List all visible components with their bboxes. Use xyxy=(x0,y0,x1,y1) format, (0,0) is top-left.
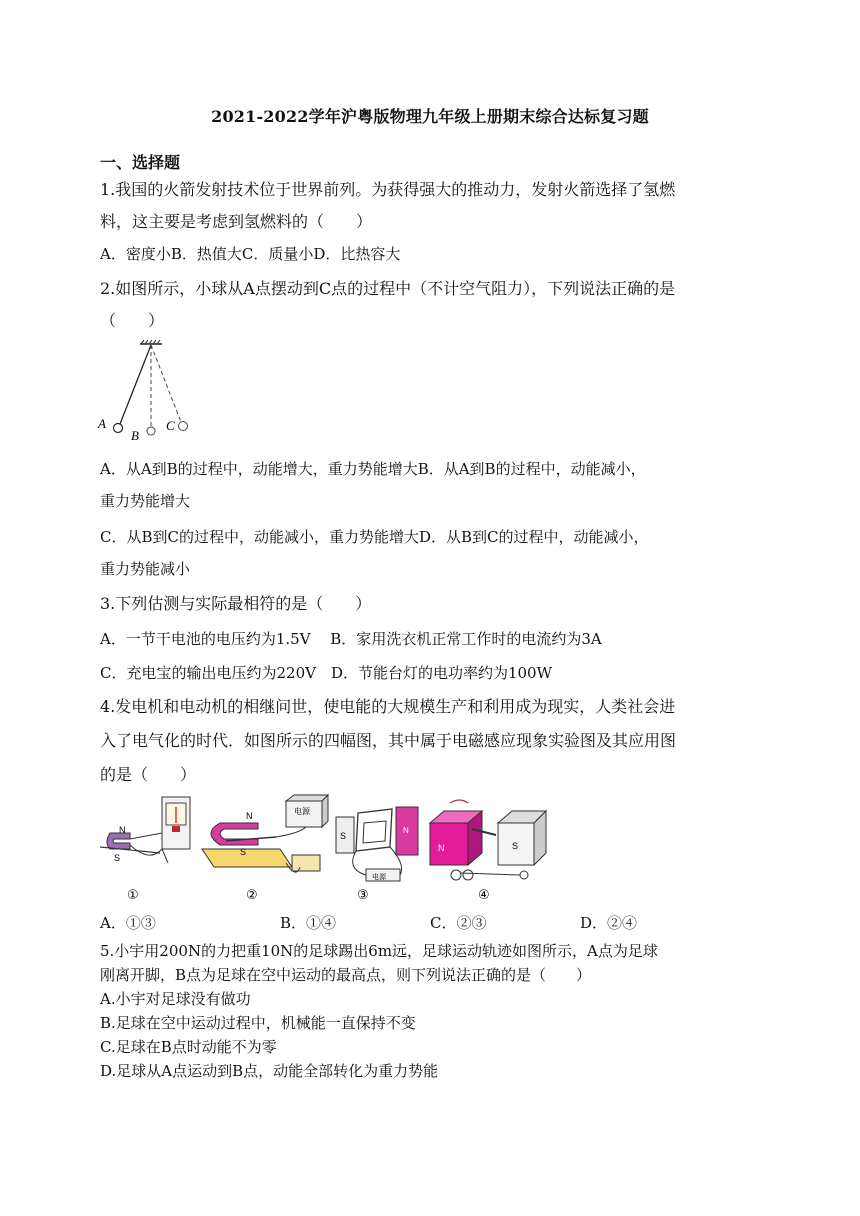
power-label-3: 电源 xyxy=(372,873,386,881)
q2-options-cd: C．从B到C的过程中，动能减小，重力势能增大D．从B到C的过程中，动能减小， xyxy=(100,528,649,546)
figure-1-galvanometer xyxy=(100,797,190,903)
q3-options-ab: A．一节干电池的电压约为1.5V B．家用洗衣机正常工作时的电流约为3A xyxy=(100,630,602,648)
q2-stem-line1: 2.如图所示，小球从A点摆动到C点的过程中（不计空气阻力），下列说法正确的是 xyxy=(100,279,676,298)
figure-2-motor-experiment xyxy=(202,795,328,903)
q5-option-c: C.足球在B点时动能不为零 xyxy=(100,1038,277,1056)
figure-label-3: ③ xyxy=(357,888,369,903)
q2-options-ab-cont: 重力势能增大 xyxy=(100,492,191,510)
figure-label-1: ① xyxy=(127,888,139,903)
q2-options-ab: A．从A到B的过程中，动能增大，重力势能增大B．从A到B的过程中，动能减小， xyxy=(100,460,646,478)
q5-option-a: A.小宇对足球没有做功 xyxy=(100,990,251,1008)
svg-text:S: S xyxy=(340,831,347,841)
q1-options: A．密度小B．热值大C．质量小D．比热容大 xyxy=(100,245,401,263)
q4-option-a: A．①③ xyxy=(100,914,156,932)
svg-text:S: S xyxy=(114,853,121,863)
q5-stem-line1: 5.小宇用200N的力把重10N的足球踢出6m远，足球运动轨迹如图所示，A点为足球 xyxy=(100,942,658,960)
svg-text:N: N xyxy=(246,811,253,821)
q4-stem-line1: 4.发电机和电动机的相继问世，使电能的大规模生产和利用成为现实，人类社会进 xyxy=(100,697,676,716)
figure-label-4: ④ xyxy=(478,888,490,903)
document-title: 2021-2022学年沪粤版物理九年级上册期末综合达标复习题 xyxy=(211,107,649,126)
pendulum-figure xyxy=(96,338,196,448)
pendulum-label-a: A xyxy=(98,416,106,431)
q5-option-d: D.足球从A点运动到B点，动能全部转化为重力势能 xyxy=(100,1062,439,1080)
q4-option-b: B．①④ xyxy=(280,914,337,932)
figure-3-coil xyxy=(336,807,418,903)
svg-text:N: N xyxy=(119,825,126,835)
q5-option-b: B.足球在空中运动过程中，机械能一直保持不变 xyxy=(100,1014,416,1032)
q2-options-cd-cont: 重力势能减小 xyxy=(100,560,191,578)
q4-option-d: D．②④ xyxy=(580,914,638,932)
q3-options-cd: C．充电宝的输出电压约为220V D．节能台灯的电功率约为100W xyxy=(100,664,553,682)
svg-text:S: S xyxy=(512,841,519,851)
q3-stem: 3.下列估测与实际最相符的是（ ） xyxy=(100,594,372,613)
q4-stem-line3: 的是（ ） xyxy=(100,765,197,784)
svg-text:N: N xyxy=(438,843,445,853)
q1-stem-line2: 料，这主要是考虑到氢燃料的（ ） xyxy=(100,212,373,231)
q4-option-c: C．②③ xyxy=(430,914,487,932)
pendulum-label-b: B xyxy=(131,428,139,443)
q4-stem-line2: 入了电气化的时代．如图所示的四幅图，其中属于电磁感应现象实验图及其应用图 xyxy=(100,731,677,750)
figure-label-2: ② xyxy=(246,888,258,903)
electromagnet-figures xyxy=(100,793,550,905)
q1-stem-line1: 1.我国的火箭发射技术位于世界前列。为获得强大的推动力，发射火箭选择了氢燃 xyxy=(100,180,676,199)
figure-4-generator xyxy=(430,800,546,903)
q2-stem-line2: （ ） xyxy=(100,311,165,330)
section-heading: 一、选择题 xyxy=(100,153,181,172)
power-label-2: 电源 xyxy=(294,807,310,816)
svg-text:N: N xyxy=(403,826,409,835)
svg-text:S: S xyxy=(240,847,247,857)
q5-stem-line2: 刚离开脚，B点为足球在空中运动的最高点，则下列说法正确的是（ ） xyxy=(100,966,592,984)
pendulum-label-c: C xyxy=(166,418,175,433)
